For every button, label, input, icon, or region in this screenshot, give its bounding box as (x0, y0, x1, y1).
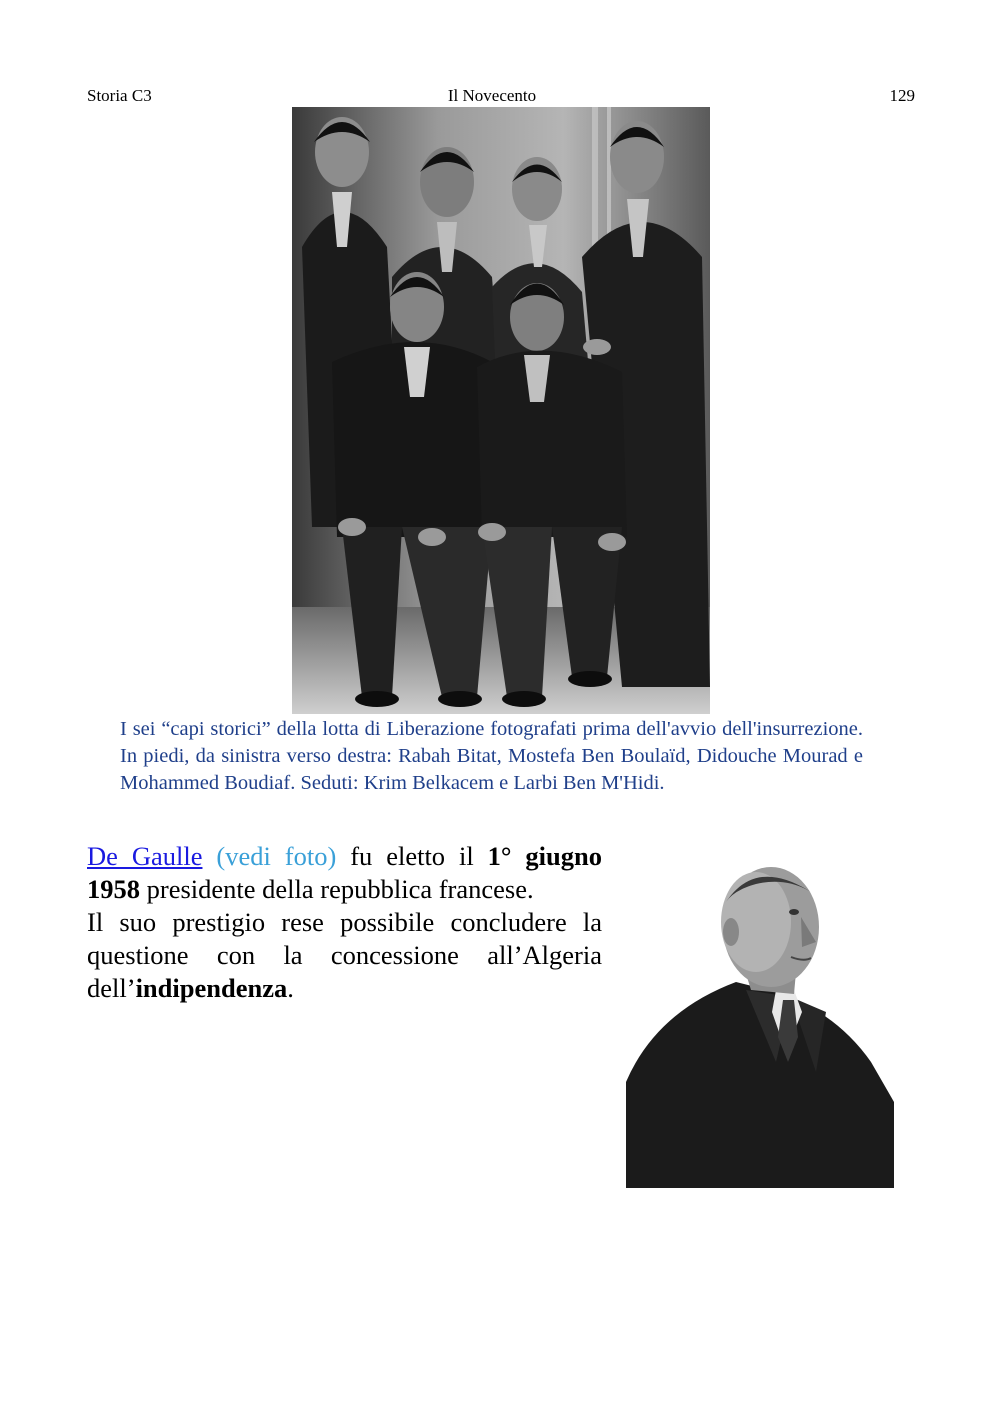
page-number: 129 (889, 86, 915, 105)
header-section-title: Il Novecento (447, 86, 537, 105)
photo-reference: (vedi foto) (216, 841, 337, 871)
group-photo-illustration (292, 107, 710, 714)
header-book-title: Storia C3 (87, 86, 152, 105)
paragraph-election (87, 840, 602, 906)
paragraph-independence (87, 906, 602, 1005)
group-photo (292, 107, 710, 714)
page-header (87, 84, 915, 108)
photo-caption: I sei “capi storici” della lotta di Liberazione fotografati prima dell'avvio dell'insurrezione. In piedi, da sinistra verso destra: Rabah Bitat, Mostefa Ben Boulaïd, Didouche Mourad e Mohammed Boudiaf. Seduti: Krim Belkacem e Larbi Ben M'Hidi. (120, 718, 863, 794)
text-period: . (287, 973, 294, 1003)
de-gaulle-photo (626, 862, 894, 1188)
de-gaulle-link[interactable]: De Gaulle (87, 841, 203, 871)
text-election-date: 1° giugno 1958 (87, 841, 602, 904)
de-gaulle-portrait-illustration (626, 862, 894, 1188)
text-prestige: Il suo prestigio rese possibile concludere la questione con la concessione all’Algeria dell’ (87, 907, 602, 1003)
text-president: presidente della repubblica francese. (140, 874, 534, 904)
main-paragraph (87, 840, 602, 1005)
text-independence: indipendenza (135, 973, 288, 1003)
text-elected: fu eletto il (336, 841, 488, 871)
